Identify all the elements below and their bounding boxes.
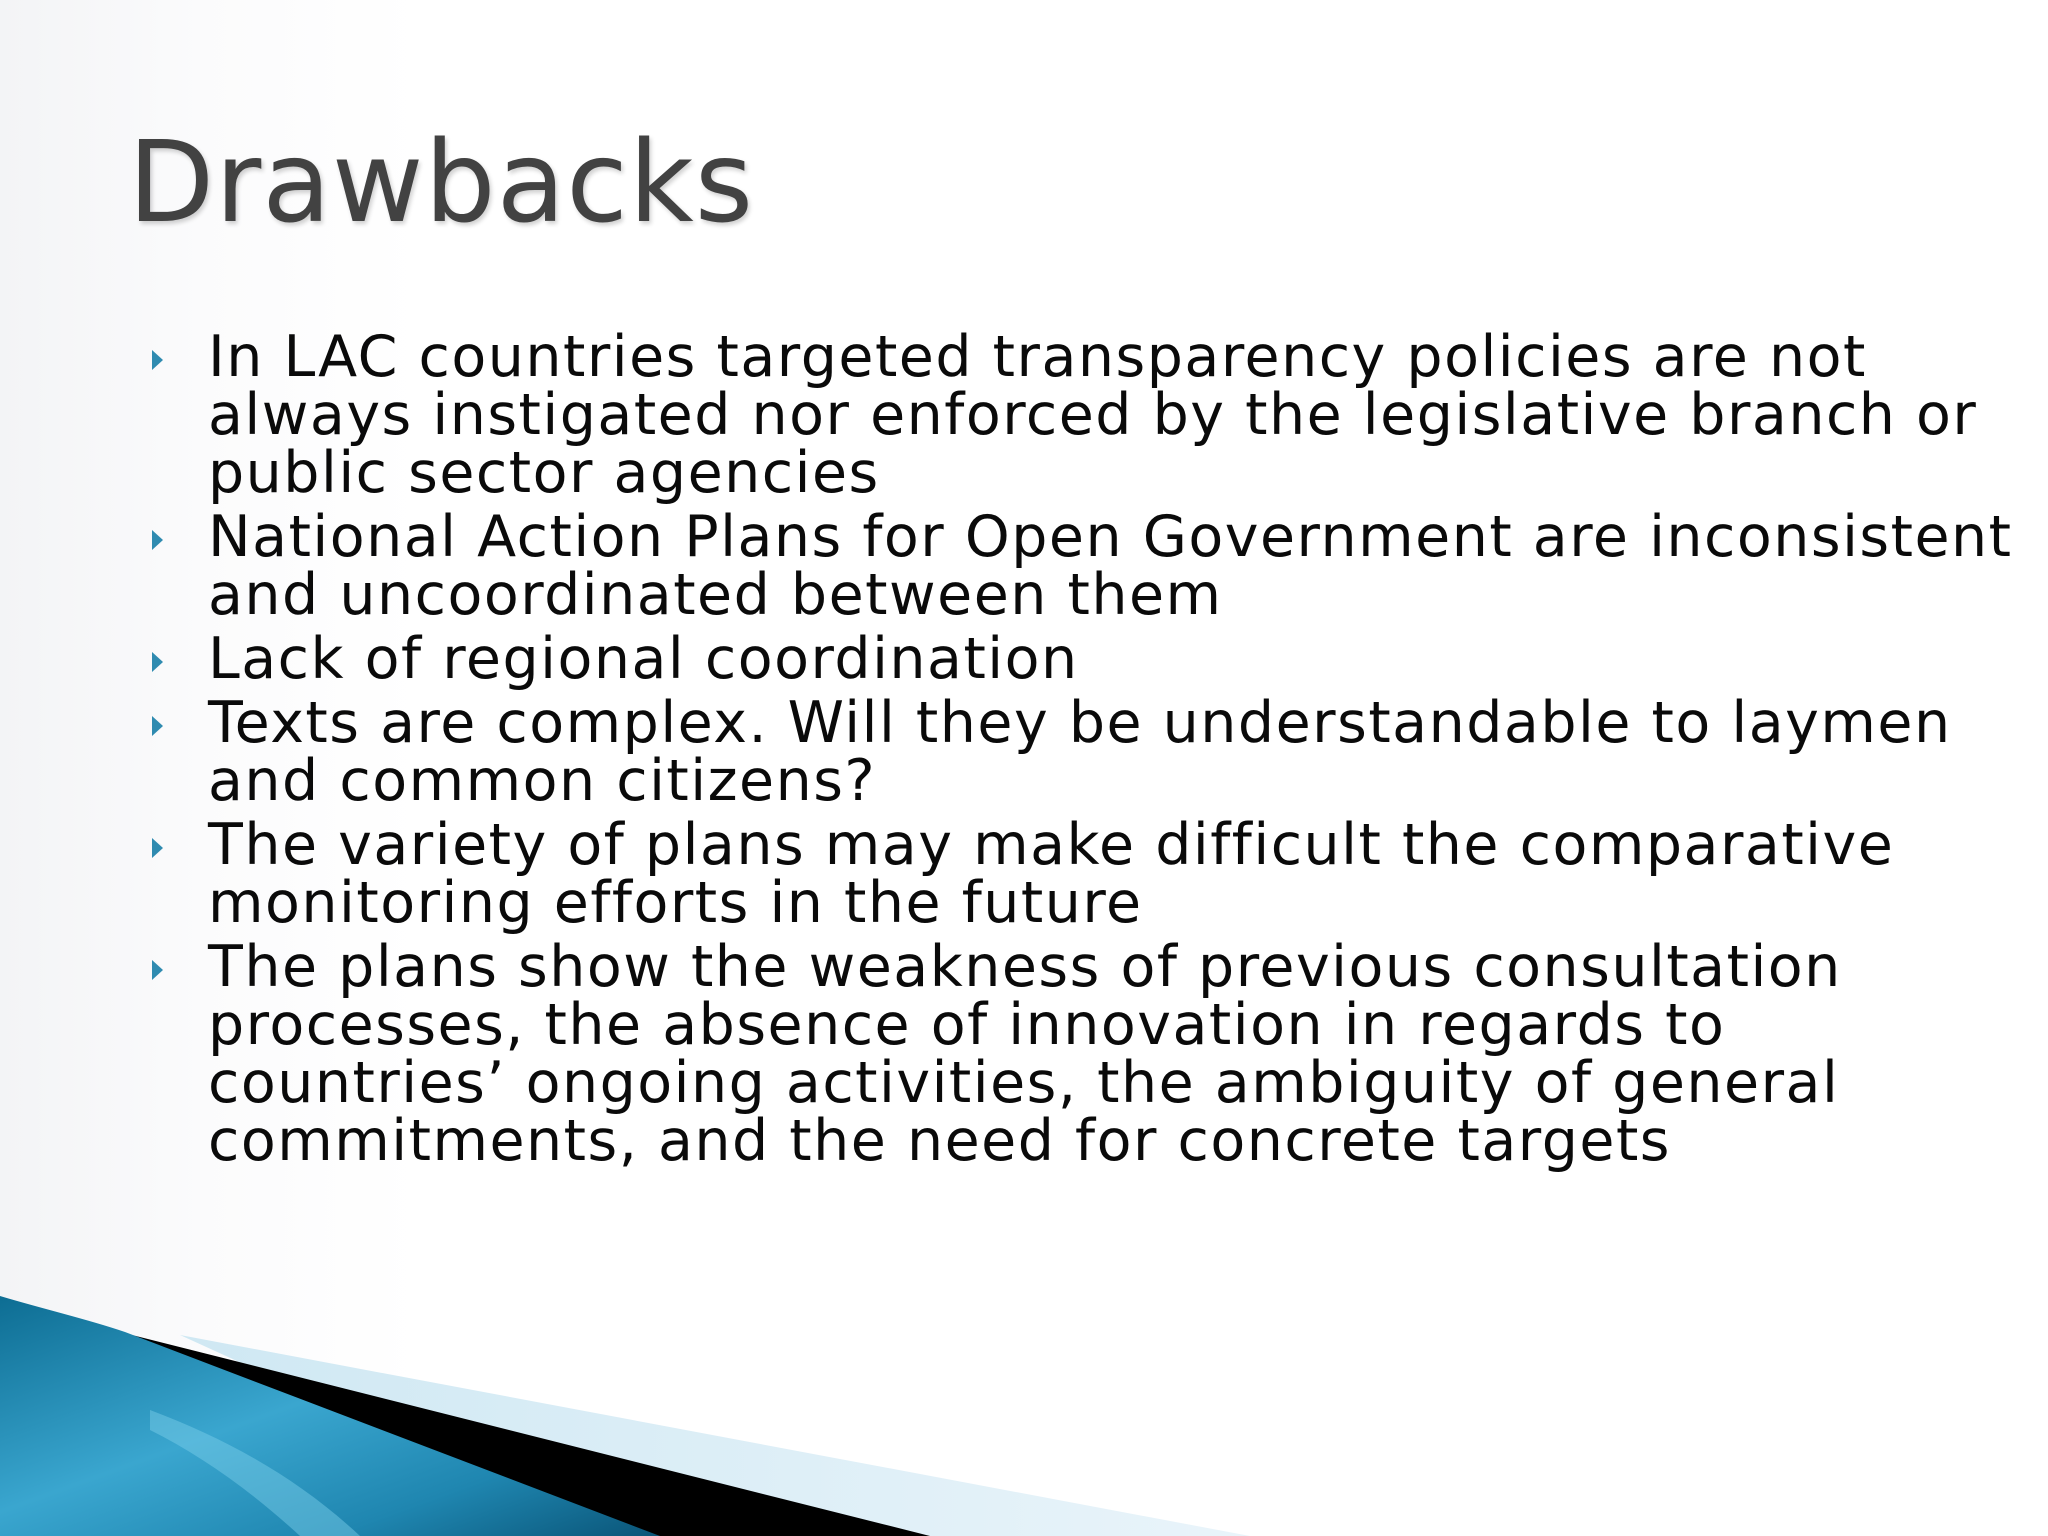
bullet-item bbox=[148, 690, 2028, 814]
bullet-item bbox=[148, 626, 2028, 692]
slide-title: Drawbacks bbox=[128, 118, 755, 248]
corner-swoosh-decoration bbox=[0, 1250, 2048, 1536]
triangle-right-icon bbox=[152, 530, 163, 550]
triangle-right-icon bbox=[152, 652, 163, 672]
bullet-text: In LAC countries targeted transparency policies are not always instigated nor enforced by the legislative branch or public sector agencies bbox=[208, 324, 1978, 506]
bullet-item bbox=[148, 812, 2028, 936]
triangle-right-icon bbox=[152, 716, 163, 736]
triangle-right-icon bbox=[152, 960, 163, 980]
bullet-text: The variety of plans may make difficult the comparative monitoring efforts in the future bbox=[208, 812, 1895, 936]
triangle-right-icon bbox=[152, 350, 163, 370]
bullet-text: Texts are complex. Will they be understandable to laymen and common citizens? bbox=[208, 690, 1952, 814]
bullet-item bbox=[148, 324, 2028, 506]
bullet-item bbox=[148, 504, 2028, 628]
bullet-text: Lack of regional coordination bbox=[208, 626, 1079, 692]
bullet-item bbox=[148, 934, 2028, 1174]
triangle-right-icon bbox=[152, 838, 163, 858]
bullet-list bbox=[148, 324, 2028, 1176]
bullet-text: The plans show the weakness of previous consultation processes, the absence of innovation in regards to countries’ ongoing activities, the ambiguity of general commitments, and the need for concrete targets bbox=[208, 934, 1842, 1174]
bullet-text: National Action Plans for Open Government are inconsistent and uncoordinated between them bbox=[208, 504, 2013, 628]
